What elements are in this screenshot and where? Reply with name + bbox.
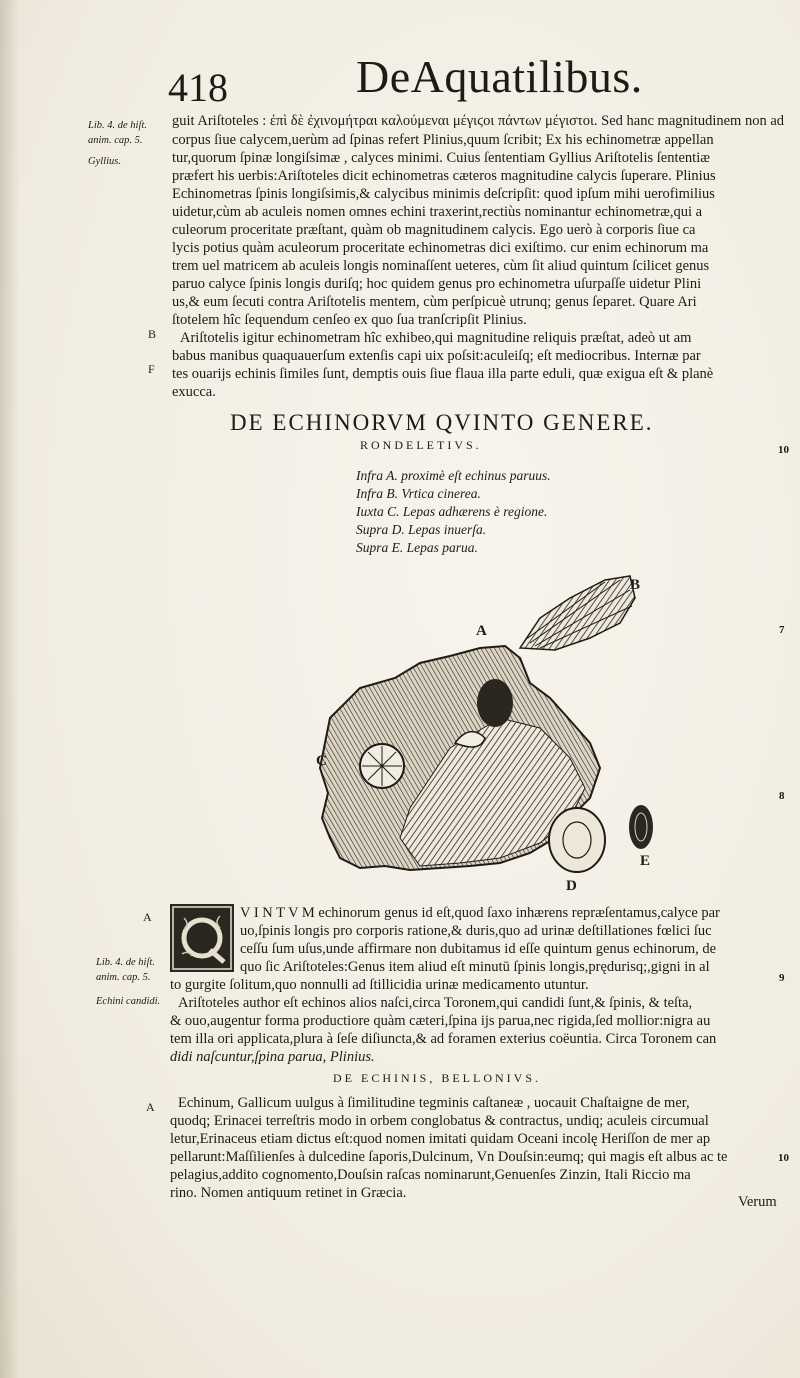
figure-label-a: A [476,623,487,639]
limpet-d [549,808,605,872]
text-line: us,& eum ſecuti contra Ariſtotelis mentem, cùm perſpicuè utrunq; genus ſeparet. Quare Ari [172,294,697,310]
figure-legend-line: Infra B. Vrtica cinerea. [356,486,481,501]
text-line: didi naſcuntur,ſpina parua, Plinius. [170,1049,375,1065]
margin-letter-a2: A [146,1100,155,1114]
catchword: Verum [738,1194,777,1210]
figure-legend-line: Iuxta C. Lepas adhærens è regione. [356,504,548,519]
text-line: & ouo,augentur forma productiore quàm cæteri,ſpina ijs parua,nec rigida,ſed mollior:nigra au [170,1013,711,1029]
text-line: paruo calyce ſpinis longis duriſq; hoc quidem genus pro echinometra uſurpaſſe uidetur Plini [172,276,702,292]
text-line: quodq; Erinacei terreſtris modo in orbem conglobatus & contractus, undiq; aculeis circumual [170,1113,709,1129]
decorated-initial-q [170,904,234,972]
text-line: to gurgite ſolitum,quo nonnulli ad ſtillicidia urinæ medicamento utuntur. [170,977,589,993]
margin-letter-a1: A [143,910,152,924]
text-line: pelagius,addito cognomento,Douſsin raſcas nominarunt,Genuenſes Zinzin, Itali Riccio ma [170,1167,691,1183]
margin-letter-f: F [148,362,155,376]
margin-ref-2b: anim. cap. 5. [96,972,151,983]
figure-label-c: C [316,753,327,769]
text-line: Ariſtoteles author eſt echinos alios naſci,circa Toronem,qui candidi ſunt,& ſpinis, & teſta, [178,995,693,1011]
margin-mark: 9 [779,972,785,984]
figure-label-d: D [566,878,577,894]
text-line: pellarunt:Maſſilienſes à dulcedine ſaporis,Dulcinum, Vn Douſsin:eumq; qui magis eſt albus ac te [170,1149,728,1165]
margin-ref-1: Lib. 4. de hiſt. [88,120,147,131]
text-line: uidetur,cùm ab aculeis nomen omnes echini traxerint,rectiùs nominantur echinometræ,qui a [172,204,703,220]
margin-ref-2: Lib. 4. de hiſt. [96,957,155,968]
text-line: guit Ariſtoteles : ἐπὶ δὲ ἐχινομήτραι καλούμεναι μέγιϛοι πάντων μέγιστοι. Sed hanc magnitudinem non ad [172,113,785,129]
text-line: Echinometras ſpinis longiſsimis,& calycibus minimis deſcripſit: quod ipſum mihi uerofimilius [172,186,715,202]
text-line: letur,Erinaceus etiam dictus eſt:quod nomen imitati quidam Oceani incolę Heriſſon de mer ap [170,1131,711,1147]
running-title: DeAquatilibus. [356,51,643,102]
text-line: uo,ſpinis longis pro corporis ratione,& duris,quo ad urinæ deſtillationes fœlici ſuc [240,923,712,939]
text-line: culeorum proceritate præſtant, quàm ob magnitudinem calycis. Ego uerò à corporis ſiue ca [172,222,696,238]
text-line: trem uel matricem ab aculeis longis nominaſſent ueteres, cùm ſit aliud quintum ſcilicet genus [172,258,710,274]
text-line: babus manibus quaquauerſum extenſis capi uix poſsit:aculeiſq; eſt mediocribus. Internæ par [172,348,701,364]
limpet-e-illustration [626,802,656,852]
text-line: lycis potius quàm aculeorum proceritate echinometras dici exiſtimo. cur enim echinorum ma [172,240,709,256]
figure-label-e: E [640,853,651,869]
section-heading: DE ECHINORVM QVINTO GENERE. [230,410,654,435]
section-heading-belonius: DE ECHINIS, BELLONIVS. [333,1071,541,1085]
margin-letter-b: B [148,327,157,341]
margin-gyllius: Gyllius. [88,156,121,167]
section-author: RONDELETIVS. [360,438,482,452]
figure-legend-line: Infra A. proximè eſt echinus paruus. [356,468,551,483]
text-line: quo ſic Ariſtoteles:Genus item aliud eſt minutū ſpinis longis,prędurisq;,gigni in al [240,959,710,975]
text-line: ſtotelem hîc ſequendum cenſeo ex quo ſua tranſcripſit Plinius. [172,312,527,328]
text-line: rino. Nomen antiquum retinet in Græcia. [170,1185,407,1201]
figure-legend-line: Supra D. Lepas inuerſa. [356,522,487,537]
figure-label-b: B [630,577,641,593]
text-line: præfert his uerbis:Ariſtoteles dicit echinometras cæteros magnitudine calycis ſuperare. Plinius [172,168,716,184]
margin-mark: 8 [779,790,785,802]
text-line: corpus ſiue calycem,uerùm ad ſpinas refert Plinius,quum ſcribit; Ex his echinometræ appellan [172,132,714,148]
small-urchin-a [477,679,513,727]
margin-mark: 7 [779,624,785,636]
text-line: tem illa ori applicata,plura à ſeſe diſiuncta,& ad foramen exterius coëuntia. Circa Toronem can [170,1031,717,1047]
text-line: Ariſtotelis igitur echinometram hîc exhibeo,qui magnitudine reliquis præſtat, adeò ut am [180,330,692,346]
margin-ref-1b: anim. cap. 5. [88,135,143,146]
text-line: V I N T V M echinorum genus id eſt,quod ſaxo inhærens repræſentamus,calyce par [240,905,720,921]
text-line: Echinum, Gallicum uulgus à ſimilitudine tegminis caſtaneæ , uocauit Chaſtaigne de mer, [178,1095,690,1111]
figure-legend-line: Supra E. Lepas parua. [356,540,478,555]
sea-urchin-woodcut-illustration [300,568,640,898]
margin-mark: 10 [778,444,789,456]
text-line: tur,quorum ſpinæ longiſsimæ , calyces minimi. Cuius ſententiam Gyllius Ariſtotelis ſententiæ [172,150,710,166]
margin-echini: Echini candidi. [96,996,161,1007]
margin-mark: 10 [778,1152,789,1164]
text-line: ceſſu ſum uſus,unde affirmare non dubitamus id eſſe quintum genus echinorum, de [240,941,717,957]
page-number: 418 [168,65,228,110]
text-line: exucca. [172,384,216,400]
page-edge-shadow [0,0,20,1378]
text-line: tes ouarijs echinis ſimiles ſunt, demptis ouis ſiue flaua illa parte eduli, quæ exigua eſt & planè [172,366,714,382]
